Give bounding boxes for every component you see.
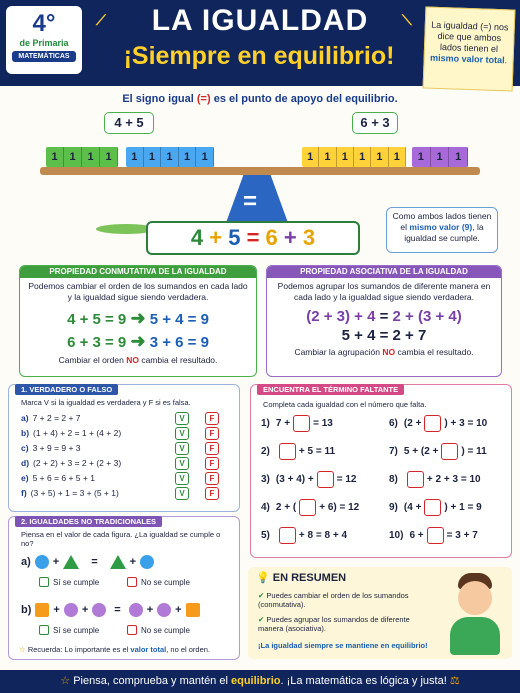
item-after: ) + 3 = 10	[444, 418, 488, 430]
block-unit: 1	[449, 147, 468, 167]
shape-label: b)	[21, 604, 32, 616]
no-label: No se cumple	[141, 577, 190, 587]
associative-footer	[267, 347, 501, 357]
purple-circle-icon	[92, 603, 106, 617]
check-icon: ✔	[258, 591, 265, 600]
yes-label: Sí se cumple	[53, 625, 100, 635]
true-checkbox[interactable]: V	[175, 487, 189, 500]
footer	[0, 670, 520, 693]
left-green-blocks	[46, 147, 118, 167]
item-number: 1)	[261, 418, 270, 430]
purple-circle-icon	[157, 603, 171, 617]
item-before: 2 + (	[275, 502, 297, 514]
star-icon: ☆	[19, 645, 26, 654]
associative-title: PROPIEDAD ASOCIATIVA DE LA IGUALDAD	[267, 266, 501, 278]
item-number: 3)	[261, 474, 270, 486]
commutative-title: PROPIEDAD CONMUTATIVA DE LA IGUALDAD	[20, 266, 256, 278]
yes-label: Sí se cumple	[53, 577, 100, 587]
missing-item	[261, 471, 356, 488]
commutative-text: Podemos cambiar el orden de los sumandos en cada lado y la igualdad sigue siendo verdadera.	[28, 281, 248, 302]
block-unit: 1	[337, 147, 354, 167]
item-number: 10)	[389, 530, 404, 542]
block-unit: 1	[196, 147, 214, 167]
eq-op: +	[283, 225, 297, 250]
true-false-section	[8, 384, 240, 512]
balance-beam	[40, 167, 480, 175]
purple-circle-icon	[64, 603, 78, 617]
sticky-note	[423, 6, 516, 91]
associative-row-1	[267, 308, 501, 325]
missing-item	[389, 443, 487, 460]
right-bubble: 6 + 3	[352, 112, 398, 134]
plus: +	[81, 604, 89, 616]
block-unit: 1	[100, 147, 118, 167]
item-expression: 5 + 6 = 6 + 5 + 1	[32, 473, 95, 483]
intro-b: es el punto de apoyo del equilibrio.	[213, 93, 398, 105]
equals: =	[91, 556, 98, 568]
block-unit: 1	[144, 147, 162, 167]
answer-box[interactable]	[279, 443, 296, 460]
eq-right: 2 + (3 + 4)	[392, 308, 462, 325]
block-unit: 1	[302, 147, 319, 167]
sidebox-highlight: mismo valor (9)	[409, 222, 473, 232]
false-checkbox[interactable]: F	[205, 442, 219, 455]
green-triangle-icon	[63, 555, 79, 569]
plus: +	[53, 604, 60, 616]
purple-circle-icon	[129, 603, 143, 617]
block-unit: 1	[412, 147, 431, 167]
item-number: 5)	[261, 530, 270, 542]
missing-item	[389, 499, 482, 516]
grade-number: 4°	[32, 10, 56, 37]
right-purple-blocks	[412, 147, 468, 167]
item-before: (2 +	[403, 418, 422, 430]
item-expression: (1 + 4) + 2 = 1 + (4 + 2)	[33, 428, 122, 438]
shapes-instructions: Piensa en el valor de cada figura. ¿La igualdad se cumple o no?	[21, 530, 221, 548]
eq-right: 3 + 6 = 9	[149, 334, 209, 351]
false-checkbox[interactable]: F	[205, 427, 219, 440]
answer-box[interactable]	[424, 415, 441, 432]
option-yes-a[interactable]	[39, 577, 99, 587]
no-label: No se cumple	[141, 625, 190, 635]
block-unit: 1	[46, 147, 64, 167]
foot-a: Cambiar la agrupación	[294, 347, 380, 357]
grade-badge	[6, 6, 82, 74]
eq-left: (2 + 3) + 4	[306, 308, 376, 325]
eq-op: +	[209, 225, 223, 250]
item-letter: a)	[21, 413, 29, 423]
item-after: + 2 + 3 = 10	[426, 474, 481, 486]
answer-box[interactable]	[407, 471, 424, 488]
missing-item	[389, 527, 478, 544]
item-before: 5 + (2 +	[403, 446, 439, 458]
scale-icon: ⚖	[449, 675, 460, 687]
associative-row-2	[267, 327, 501, 344]
item-letter: f)	[21, 488, 27, 498]
item-letter: c)	[21, 443, 29, 453]
block-unit: 1	[431, 147, 450, 167]
shape-equation-b	[21, 603, 200, 617]
item-after: + 8 = 8 + 4	[298, 530, 348, 542]
commutative-row-2	[20, 331, 256, 352]
foot-a: Cambiar el orden	[58, 355, 124, 365]
eq-left: 6 + 3 = 9	[67, 334, 127, 351]
shapes-tip	[19, 645, 210, 654]
item-letter: e)	[21, 473, 29, 483]
eq-left: 4 + 5 = 9	[67, 311, 127, 328]
eq-right: 2 + 7	[392, 327, 427, 344]
plus: +	[175, 604, 182, 616]
summary-header	[256, 571, 346, 584]
summary-point-1	[258, 591, 428, 609]
answer-box[interactable]	[317, 471, 334, 488]
explanation-box	[386, 207, 498, 253]
missing-item	[389, 471, 481, 488]
summary-point-2	[258, 615, 428, 633]
answer-box[interactable]	[427, 527, 444, 544]
missing-item	[389, 415, 487, 432]
item-before: (3 + 4) +	[275, 474, 314, 486]
missing-term-section	[250, 384, 512, 558]
block-unit: 1	[371, 147, 388, 167]
item-letter: b)	[21, 428, 30, 438]
intro-eq: (=)	[196, 93, 211, 105]
tip-highlight: valor total	[130, 645, 167, 654]
block-unit: 1	[319, 147, 336, 167]
item-before: (4 +	[403, 502, 422, 514]
summary-p2: Puedes agrupar los sumandos de diferente manera (asociativa).	[258, 615, 410, 633]
block-unit: 1	[126, 147, 144, 167]
foot-no: NO	[382, 347, 396, 357]
left-blue-blocks	[126, 147, 214, 167]
item-number: 2)	[261, 446, 270, 458]
option-no-a[interactable]	[127, 577, 190, 587]
option-yes-b[interactable]	[39, 625, 99, 635]
true-checkbox[interactable]: V	[175, 472, 189, 485]
associative-card	[266, 265, 502, 377]
left-bubble: 4 + 5	[104, 112, 154, 134]
tip-b: , no el orden.	[166, 645, 211, 654]
commutative-footer	[20, 355, 256, 365]
item-expression: 3 + 9 = 9 + 3	[32, 443, 81, 453]
arrow-right-icon: ➜	[130, 331, 146, 351]
eq-sign: =	[246, 225, 260, 250]
orange-square-icon	[35, 603, 49, 617]
sidebox-a: Como ambos lados tienen el	[392, 211, 492, 232]
page-subtitle: ¡Siempre en equilibrio!	[123, 42, 395, 70]
missing-item	[261, 443, 335, 460]
plus: +	[52, 556, 60, 568]
true-checkbox[interactable]: V	[175, 457, 189, 470]
item-before: 6 +	[409, 530, 424, 542]
commutative-card	[19, 265, 257, 377]
block-unit: 1	[82, 147, 100, 167]
summary-p3: ¡La igualdad siempre se mantiene en equilibrio!	[258, 641, 428, 650]
foot-b: cambia el resultado.	[141, 355, 218, 365]
eq-term: 6	[265, 225, 278, 250]
item-after: + 6) = 12	[319, 502, 360, 514]
footer-a: Piensa, comprueba y mantén el	[73, 675, 228, 687]
plus: +	[129, 556, 137, 568]
block-unit: 1	[389, 147, 406, 167]
item-after: + 5 = 11	[298, 446, 336, 458]
spark-icon: ⟋	[96, 12, 106, 28]
grade-level: de Primaria	[19, 38, 69, 48]
star-icon: ☆	[60, 675, 71, 687]
footer-b: . ¡La matemática es lógica y justa!	[280, 675, 447, 687]
missing-term-instructions: Completa cada igualdad con el número que falta.	[263, 400, 427, 409]
eq-sign: =	[379, 308, 389, 325]
shape-equation-a	[21, 555, 154, 569]
subject-label: MATEMÁTICAS	[12, 51, 76, 62]
item-expression: 7 + 2 = 2 + 7	[32, 413, 81, 423]
item-expression: (2 + 2) + 3 = 2 + (2 + 3)	[33, 458, 122, 468]
block-unit: 1	[64, 147, 82, 167]
eq-term: 3	[302, 225, 316, 250]
true-checkbox[interactable]: V	[175, 442, 189, 455]
pivot-equals-icon: =	[243, 188, 258, 215]
answer-box[interactable]	[424, 499, 441, 516]
block-unit: 1	[161, 147, 179, 167]
intro-a: El signo igual	[122, 93, 194, 105]
eq-term: 4	[190, 225, 204, 250]
false-checkbox[interactable]: F	[205, 472, 219, 485]
summary-title: EN RESUMEN	[272, 572, 347, 584]
note-text: La igualdad (=) nos dice que ambos lados tienen el	[430, 19, 509, 55]
true-false-instructions: Marca V si la igualdad es verdadera y F si es falsa.	[21, 398, 191, 407]
tip-a: Recuerda: Lo importante es el	[27, 645, 129, 654]
shapes-section	[8, 516, 240, 660]
eq-right: 5 + 4 = 9	[149, 311, 209, 328]
eq-sign: =	[379, 327, 389, 344]
blue-circle-icon	[35, 555, 49, 569]
arrow-right-icon: ➜	[130, 308, 146, 328]
block-unit: 1	[179, 147, 197, 167]
shapes-title: 2. IGUALDADES NO TRADICIONALES	[15, 516, 162, 527]
main-equation	[146, 221, 360, 255]
missing-item	[261, 527, 347, 544]
footer-highlight: equilibrio	[230, 675, 281, 687]
item-after: = 13	[313, 418, 333, 430]
missing-term-title: ENCUENTRA EL TÉRMINO FALTANTE	[257, 384, 404, 395]
false-checkbox[interactable]: F	[205, 487, 219, 500]
associative-text: Podemos agrupar los sumandos de diferente manera en cada lado y la igualdad sigue siendo verdadera.	[277, 281, 491, 302]
item-expression: (3 + 5) + 1 = 3 + (5 + 1)	[30, 488, 119, 498]
false-checkbox[interactable]: F	[205, 457, 219, 470]
true-false-title: 1. VERDADERO O FALSO	[15, 384, 118, 395]
foot-b: cambia el resultado.	[397, 347, 474, 357]
missing-item	[261, 415, 333, 432]
spark-icon: ⟍	[402, 12, 412, 28]
eq-term: 5	[228, 225, 241, 250]
answer-box[interactable]	[299, 499, 316, 516]
item-after: ) = 11	[461, 446, 487, 458]
answer-box[interactable]	[279, 527, 296, 544]
page-title: LA IGUALDAD	[151, 4, 369, 37]
summary-box	[248, 567, 512, 659]
item-after: ) + 1 = 9	[444, 502, 482, 514]
check-icon: ✔	[258, 615, 265, 624]
item-before: 7 +	[275, 418, 291, 430]
shape-label: a)	[21, 556, 31, 568]
summary-p1: Puedes cambiar el orden de los sumandos (conmutativa).	[258, 591, 409, 609]
green-triangle-icon	[110, 555, 126, 569]
true-checkbox[interactable]: V	[175, 427, 189, 440]
block-unit: 1	[354, 147, 371, 167]
sidebox-b: , la igualdad se cumple.	[404, 222, 484, 243]
answer-box[interactable]	[293, 415, 310, 432]
item-number: 8)	[389, 474, 398, 486]
commutative-row-1	[20, 308, 256, 329]
item-number: 9)	[389, 502, 398, 514]
true-checkbox[interactable]: V	[175, 412, 189, 425]
item-number: 6)	[389, 418, 398, 430]
intro-text	[0, 93, 520, 105]
lightbulb-icon: 💡	[256, 572, 270, 584]
right-yellow-blocks	[302, 147, 406, 167]
foot-no: NO	[126, 355, 139, 365]
item-letter: d)	[21, 458, 30, 468]
item-after: = 12	[336, 474, 357, 486]
false-checkbox[interactable]: F	[205, 412, 219, 425]
equals: =	[114, 604, 121, 616]
blue-circle-icon	[140, 555, 154, 569]
student-illustration	[444, 573, 504, 655]
note-end: .	[504, 55, 508, 66]
item-number: 7)	[389, 446, 398, 458]
eq-left: 5 + 4	[341, 327, 376, 344]
answer-box[interactable]	[441, 443, 458, 460]
plus: +	[146, 604, 154, 616]
item-number: 4)	[261, 502, 270, 514]
orange-square-icon	[186, 603, 200, 617]
item-after: = 3 + 7	[446, 530, 478, 542]
option-no-b[interactable]	[127, 625, 190, 635]
missing-item	[261, 499, 359, 516]
note-highlight: mismo valor total	[429, 52, 505, 66]
